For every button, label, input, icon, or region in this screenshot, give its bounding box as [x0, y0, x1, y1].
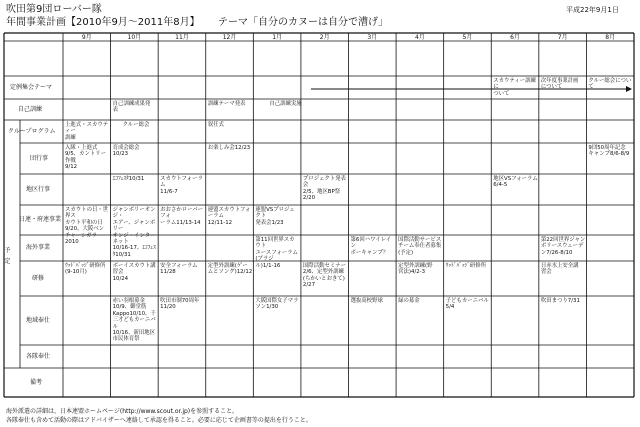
schedule-cell: 定型外訓練(ゲー ムとソング)12/12 [207, 263, 253, 276]
schedule-cell: ｳｯﾄﾞﾊﾞｯｼﾞ研修所 (9-10月) [65, 263, 106, 276]
schedule-cell: 地区VSフォーラム 6/4-5 [493, 176, 538, 189]
row-label-self-training: 自己訓練 [18, 105, 43, 113]
schedule-cell: 連盟VSプロジェクト 発表会1/23 [255, 207, 295, 226]
schedule-cell: ｴｺﾌｪｽﾀ10/31 [112, 176, 145, 182]
planned-label: 定 [4, 258, 11, 265]
row-label-national-prefectural: 日連・府連事業 [19, 216, 62, 223]
month-header: 11月 [175, 34, 189, 41]
schedule-cell: 第6回ハワイレイン ボーキャンプ？ [350, 237, 392, 256]
schedule-cell: 子どもカーニバル 5/4 [445, 298, 489, 311]
schedule-cell: 日赤水上安全講 習会 [540, 263, 579, 276]
row-label-overseas: 海外事業 [26, 244, 51, 251]
schedule-cell: 国際活動サービス チーム奉仕者募集 (予定) [398, 237, 442, 256]
schedule-cell: 入隊・上進式 9/5、カントリー作戦 9/12 [65, 145, 107, 171]
plan-theme: テーマ「自分のカヌーは自分で漕げ」 [218, 17, 388, 28]
schedule-cell: クルー総会 [122, 122, 150, 128]
schedule-cell: 育成会総会 10/23 [112, 145, 140, 158]
schedule-cell: 連盟スカウトフォーラム 12/11-12 [207, 207, 251, 226]
schedule-cell: 緑の募金 [398, 298, 420, 304]
footnote-approval: 各隊奉仕も含めて活動の際はアドバイザーへ連絡して承認を得ること。必要に応じて企画書等の提出を行うこと。 [6, 417, 312, 424]
schedule-cell: ボーイスカウト講習会 10/24 [112, 263, 156, 282]
month-header: 9月 [81, 34, 92, 41]
issue-date: 平成22年9月1日 [566, 6, 619, 14]
month-header: 10月 [127, 34, 142, 41]
schedule-cell: 大阪国際女子マラ ソン1/30 [255, 298, 299, 311]
schedule-cell: スカウトフォーラム 11/6-7 [160, 176, 203, 195]
schedule-cell: 自己訓練成果発 表 [112, 101, 151, 114]
schedule-cell: 9団50周年記念 キャンプ8/6-8/9 [588, 145, 630, 158]
schedule-cell: スカウトの日・世界ス カウト平和の日 9/20、大阪ベン チャーシガラ2010 [65, 207, 109, 246]
month-header: 12月 [222, 34, 237, 41]
schedule-cell: 自己訓練実施 [269, 101, 302, 107]
schedule-cell: 安全フォーラム11/28 [160, 263, 198, 276]
schedule-cell: スカウティー訓練に ついて [493, 78, 536, 97]
month-header: 8月 [605, 34, 616, 41]
schedule-cell: 訓練テーマ発表 [207, 101, 246, 107]
footnote-overseas: 海外派遣の詳細は、日本連盟ホームページ(http://www.scout.or.jp)を参照すること。 [6, 408, 239, 415]
row-label-unit-service: 各隊奉仕 [26, 352, 51, 360]
month-header: 4月 [414, 34, 425, 41]
row-label-district-events: 地区行事 [26, 185, 51, 193]
planned-label: 予 [4, 247, 11, 254]
schedule-cell: お楽しみ会12/23 [207, 145, 251, 151]
schedule-cell: ジャンボリーオンジ・ エアー、ジャンボリー オンジ・インターネット 10/16-17、ｴｺﾌｪｽ ﾀ10/31 [112, 207, 156, 258]
schedule-cell: プロジェクト発表会 2/5、地区BP祭 2/20 [302, 176, 346, 202]
month-header: 3月 [367, 34, 378, 41]
month-header: 5月 [462, 34, 473, 41]
plan-title: 年間事業計画【2010年9月～2011年8月】 [6, 17, 200, 28]
row-label-group-events: 団行事 [30, 154, 49, 162]
schedule-cell: クルー総会について [588, 78, 632, 91]
schedule-cell: 吹田市制70周年 11/20 [160, 298, 200, 311]
row-label-remarks: 備考 [30, 378, 43, 386]
schedule-cell: ｳｯﾄﾞﾊﾞｯｼﾞ研修所 [445, 263, 487, 269]
row-label-regular-theme: 定例集会テーマ [10, 83, 53, 91]
month-header: 1月 [272, 34, 283, 41]
org-name: 吹田第9団ローバー隊 [6, 4, 102, 15]
schedule-cell: 赤い羽根募金 10/9、御堂筋 Kappo10/10、千 三才どもカーニバル 10/16、新田地区 市民体育祭 [112, 298, 156, 343]
schedule-cell: 吹田まつり7/31 [540, 298, 580, 304]
schedule-cell: 第11回世界スカウト ユースフォーラム(ブラジ ル)1/1-16 [255, 237, 298, 269]
schedule-cell: 国際活動セミナー 2/6、定型外訓練 (ちかいとおきて) 2/27 [302, 263, 347, 289]
month-header: 6月 [510, 34, 520, 41]
row-label-crew-program: クループログラム [8, 127, 56, 135]
row-label-community-service: 地域奉仕 [26, 316, 51, 324]
schedule-cell: 第22回世界ジャン ボリースウェーデ ン7/26-8/10 [540, 237, 586, 256]
month-header: 7月 [557, 34, 568, 41]
schedule-cell: 次年度事業計画 について [540, 78, 579, 91]
row-label-training: 研修 [32, 274, 45, 282]
schedule-cell: 選抜高校野球 [350, 298, 383, 304]
schedule-cell: おおさかローバーフォ ーラム11/13-14 [160, 207, 204, 226]
month-header: 2月 [319, 34, 330, 41]
schedule-cell: 叙任式 [207, 122, 224, 128]
schedule-cell: 上進式・スカウティー 訓練 [65, 122, 109, 141]
schedule-cell: 定型外訓練(野 営法)4/2-3 [398, 263, 433, 276]
